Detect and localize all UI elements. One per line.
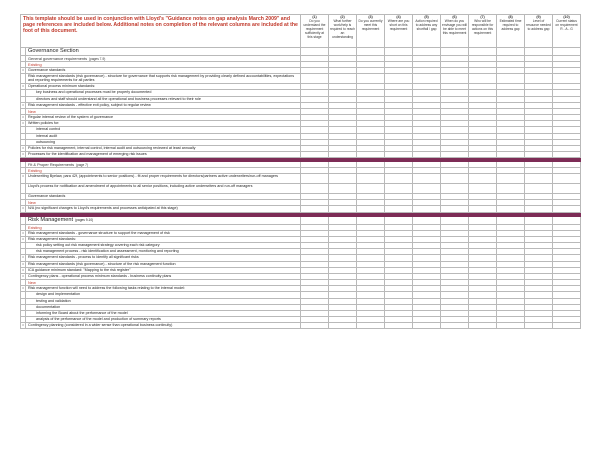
column-number: (7) xyxy=(480,15,485,19)
response-cell[interactable] xyxy=(357,216,385,224)
response-cell[interactable] xyxy=(329,74,357,84)
response-cell[interactable] xyxy=(301,184,329,194)
column-header-4 xyxy=(385,15,413,48)
column-title: Estimated time required to address gap xyxy=(499,18,522,31)
response-cell[interactable] xyxy=(301,48,329,56)
requirement-text: Risk management standards - process to identify all significant risks xyxy=(28,255,139,260)
bullet-cell: • xyxy=(22,255,24,260)
response-cell[interactable] xyxy=(329,48,357,56)
response-cell[interactable] xyxy=(525,48,553,56)
requirement-text: Risk management standards: xyxy=(28,236,76,241)
bullet-cell: • xyxy=(22,114,24,119)
requirement-text: Existing xyxy=(28,168,42,174)
requirement-text: N/A (no significant changes to Lloyd's requirements and processes anticipated at this stage) xyxy=(28,206,178,211)
response-cell[interactable] xyxy=(497,74,525,84)
response-cell[interactable] xyxy=(469,184,497,194)
column-number: (2) xyxy=(340,15,345,19)
response-cell[interactable] xyxy=(413,74,441,84)
response-cell[interactable] xyxy=(329,216,357,224)
requirement-cell[interactable] xyxy=(26,74,301,84)
response-cell[interactable] xyxy=(441,184,469,194)
response-cell[interactable] xyxy=(329,184,357,194)
requirement-row xyxy=(21,323,581,329)
column-title: Do you currently meet this requirement xyxy=(358,18,383,31)
bullet-cell: • xyxy=(22,152,24,157)
response-cell[interactable] xyxy=(553,74,581,84)
requirement-text: Risk management standards - governance structure to support the management of risk xyxy=(28,230,170,235)
column-title: Action required to address any shortfall / gap xyxy=(415,18,438,31)
response-cell[interactable] xyxy=(357,74,385,84)
requirement-text: Governance Section xyxy=(28,48,79,54)
column-title: Who will be responsible for actions on this requirement xyxy=(471,18,494,35)
bullet-cell: • xyxy=(22,145,24,150)
column-title: Level of resource needed to address gap xyxy=(526,18,551,31)
requirement-text: documentation xyxy=(36,304,61,309)
column-header-7 xyxy=(469,15,497,48)
response-cell[interactable] xyxy=(385,323,413,329)
response-cell[interactable] xyxy=(469,74,497,84)
response-cell[interactable] xyxy=(301,323,329,329)
response-cell[interactable] xyxy=(385,74,413,84)
response-cell[interactable] xyxy=(525,184,553,194)
requirement-text: Written policies for: xyxy=(28,121,60,126)
requirement-text: outsourcing xyxy=(36,139,56,144)
column-number: (6) xyxy=(452,15,457,19)
requirement-text: design and implementation xyxy=(36,292,81,297)
requirement-cell[interactable] xyxy=(26,48,301,56)
column-header-1 xyxy=(301,15,329,48)
requirement-text: informing the Board about the performance of the model xyxy=(36,310,128,315)
column-header-3 xyxy=(357,15,385,48)
requirement-cell[interactable] xyxy=(26,184,301,194)
requirement-text: Risk management standards (risk governance) - structure of the risk management function xyxy=(28,261,176,266)
column-header-9 xyxy=(525,15,553,48)
section-heading-row xyxy=(21,216,581,224)
requirement-cell[interactable] xyxy=(26,216,301,224)
response-cell[interactable] xyxy=(469,48,497,56)
requirement-text: internal control xyxy=(36,127,61,132)
requirement-cell[interactable] xyxy=(26,174,301,184)
response-cell[interactable] xyxy=(441,323,469,329)
requirement-text: General governance requirements xyxy=(28,56,88,61)
bullet-cell: • xyxy=(22,68,24,72)
response-cell[interactable] xyxy=(385,184,413,194)
response-cell[interactable] xyxy=(553,323,581,329)
response-cell[interactable] xyxy=(441,216,469,224)
response-cell[interactable] xyxy=(553,174,581,184)
column-title: What further work/help is required to reach an understanding xyxy=(330,18,355,39)
requirement-text: Risk management function will need to address the following tasks relating to the internal model: xyxy=(28,286,186,291)
response-cell[interactable] xyxy=(441,74,469,84)
response-cell[interactable] xyxy=(301,74,329,84)
response-cell[interactable] xyxy=(441,174,469,184)
section-heading-row xyxy=(21,48,581,56)
requirement-text: analysis of the performance of the model and production of summary reports xyxy=(36,317,161,322)
requirement-text: Existing xyxy=(28,62,42,67)
column-title: When do you envisage you will be able to meet this requirement xyxy=(442,18,467,35)
bullet-cell: • xyxy=(22,261,24,266)
column-title: Do you understand the requirement sufficiently at this stage xyxy=(303,18,326,39)
requirement-text: Policies for risk management, internal control, internal audit and outsourcing reviewed at least annually xyxy=(28,145,196,150)
requirement-row xyxy=(21,74,581,84)
bullet-cell: • xyxy=(21,174,26,184)
response-cell[interactable] xyxy=(525,216,553,224)
response-cell[interactable] xyxy=(553,216,581,224)
response-cell[interactable] xyxy=(553,48,581,56)
gap-analysis-sheet xyxy=(20,14,580,329)
response-cell[interactable] xyxy=(469,323,497,329)
response-cell[interactable] xyxy=(525,74,553,84)
response-cell[interactable] xyxy=(413,184,441,194)
requirement-text: New xyxy=(28,280,36,286)
column-title: Where are you short on this requirement xyxy=(387,18,410,31)
response-cell[interactable] xyxy=(469,216,497,224)
requirement-text: Risk management standards - effective exit policy, subject to regular review xyxy=(28,102,151,107)
response-cell[interactable] xyxy=(413,323,441,329)
response-cell[interactable] xyxy=(469,174,497,184)
page-reference: (page 7) xyxy=(76,163,88,168)
intro-text: This template should be used in conjunction with Lloyd's "Guidance notes on gap analysis March 2009" and page references are included below. Additional notes on completion of the relevant columns are included at the foot of this document. xyxy=(21,15,301,48)
requirement-text: Risk Management xyxy=(28,216,74,223)
response-cell[interactable] xyxy=(441,48,469,56)
requirement-row xyxy=(21,184,581,194)
header-row xyxy=(21,15,581,48)
requirement-row xyxy=(21,174,581,184)
column-title: Current status on requirement R - A - G xyxy=(555,18,578,31)
column-number: (9) xyxy=(536,15,541,19)
response-cell[interactable] xyxy=(357,323,385,329)
bullet-cell: • xyxy=(22,84,24,89)
bullet-cell: • xyxy=(22,323,24,328)
requirement-text: Contingency planning (considered in a wider sense than operational business continuity) xyxy=(28,323,173,328)
requirement-text: Fit & Proper Requirements xyxy=(28,162,75,168)
column-header-2 xyxy=(329,15,357,48)
requirement-text: Contingency plans - operational process minimum standards - business continuity plans xyxy=(28,273,172,278)
gap-analysis-table xyxy=(20,14,581,329)
requirement-text: risk policy setting out risk management strategy covering each risk category xyxy=(36,243,160,247)
page-reference: (pages 7-9) xyxy=(89,57,106,61)
bullet-cell: • xyxy=(22,121,24,126)
response-cell[interactable] xyxy=(413,216,441,224)
response-cell[interactable] xyxy=(497,216,525,224)
response-cell[interactable] xyxy=(525,323,553,329)
response-cell[interactable] xyxy=(497,323,525,329)
response-cell[interactable] xyxy=(357,184,385,194)
response-cell[interactable] xyxy=(357,48,385,56)
column-header-8 xyxy=(497,15,525,48)
bullet-cell: • xyxy=(22,230,24,235)
requirement-text: directors and staff should understand all the operational and business processes relevant to their role xyxy=(36,96,201,101)
response-cell[interactable] xyxy=(329,174,357,184)
bullet-cell: • xyxy=(22,273,24,278)
column-header-5 xyxy=(413,15,441,48)
column-number: (8) xyxy=(508,15,513,19)
response-cell[interactable] xyxy=(525,174,553,184)
bullet-cell: • xyxy=(22,102,24,107)
column-header-6 xyxy=(441,15,469,48)
response-cell[interactable] xyxy=(497,184,525,194)
response-cell[interactable] xyxy=(357,174,385,184)
response-cell[interactable] xyxy=(413,174,441,184)
bullet-cell: • xyxy=(22,206,24,211)
requirement-text: Governance standards xyxy=(28,194,66,199)
requirement-text: risk management process - risk identification and assessment, monitoring and reporting xyxy=(36,249,179,254)
response-cell[interactable] xyxy=(329,323,357,329)
page-reference: (pages 9-10) xyxy=(75,217,94,222)
response-cell[interactable] xyxy=(385,174,413,184)
column-header-10 xyxy=(553,15,581,48)
requirement-text: New xyxy=(28,108,36,114)
requirement-text: Regular internal review of the system of governance xyxy=(28,114,114,119)
response-cell[interactable] xyxy=(385,216,413,224)
column-number: (4) xyxy=(396,15,401,19)
requirement-text: Governance standards xyxy=(28,68,66,72)
response-cell[interactable] xyxy=(301,174,329,184)
requirement-cell[interactable] xyxy=(26,323,301,329)
column-number: (10) xyxy=(563,15,570,19)
requirement-text: Lloyd's process for notification and amendment of appointments to all senior positions, including active underwriters and run-off managers xyxy=(28,184,253,189)
requirement-text: Underwriting Byelaw, para 42f, (appointments to senior positions) - fit and proper requirements for directors/partners active underwriters/run-off managers xyxy=(28,174,278,179)
response-cell[interactable] xyxy=(301,216,329,224)
requirement-text: Processes for the identification and management of emerging risk issues xyxy=(28,152,147,157)
bullet-cell: • xyxy=(22,286,24,291)
requirement-text: key business and operational processes must be properly documented xyxy=(36,90,152,95)
requirement-text: Existing xyxy=(28,224,42,230)
column-number: (5) xyxy=(424,15,429,19)
requirement-text: ICA guidance minimum standard: "Mapping to the risk register" xyxy=(28,267,131,272)
response-cell[interactable] xyxy=(413,48,441,56)
bullet-cell: • xyxy=(22,236,24,241)
requirement-text: New xyxy=(28,200,36,206)
response-cell[interactable] xyxy=(553,184,581,194)
requirement-text: Risk management standards (risk governance) - structure for governance that supports risk management by providing clearly defined accountabilities, expectations and reporting requirements for all parties xyxy=(28,74,295,83)
bullet-cell: • xyxy=(22,267,24,272)
requirement-text: testing and validation xyxy=(36,298,71,303)
response-cell[interactable] xyxy=(385,48,413,56)
requirement-text: internal audit xyxy=(36,133,58,138)
response-cell[interactable] xyxy=(497,174,525,184)
column-number: (1) xyxy=(312,15,317,19)
response-cell[interactable] xyxy=(497,48,525,56)
column-number: (3) xyxy=(368,15,373,19)
requirement-text: Operational process minimum standards: xyxy=(28,84,96,89)
